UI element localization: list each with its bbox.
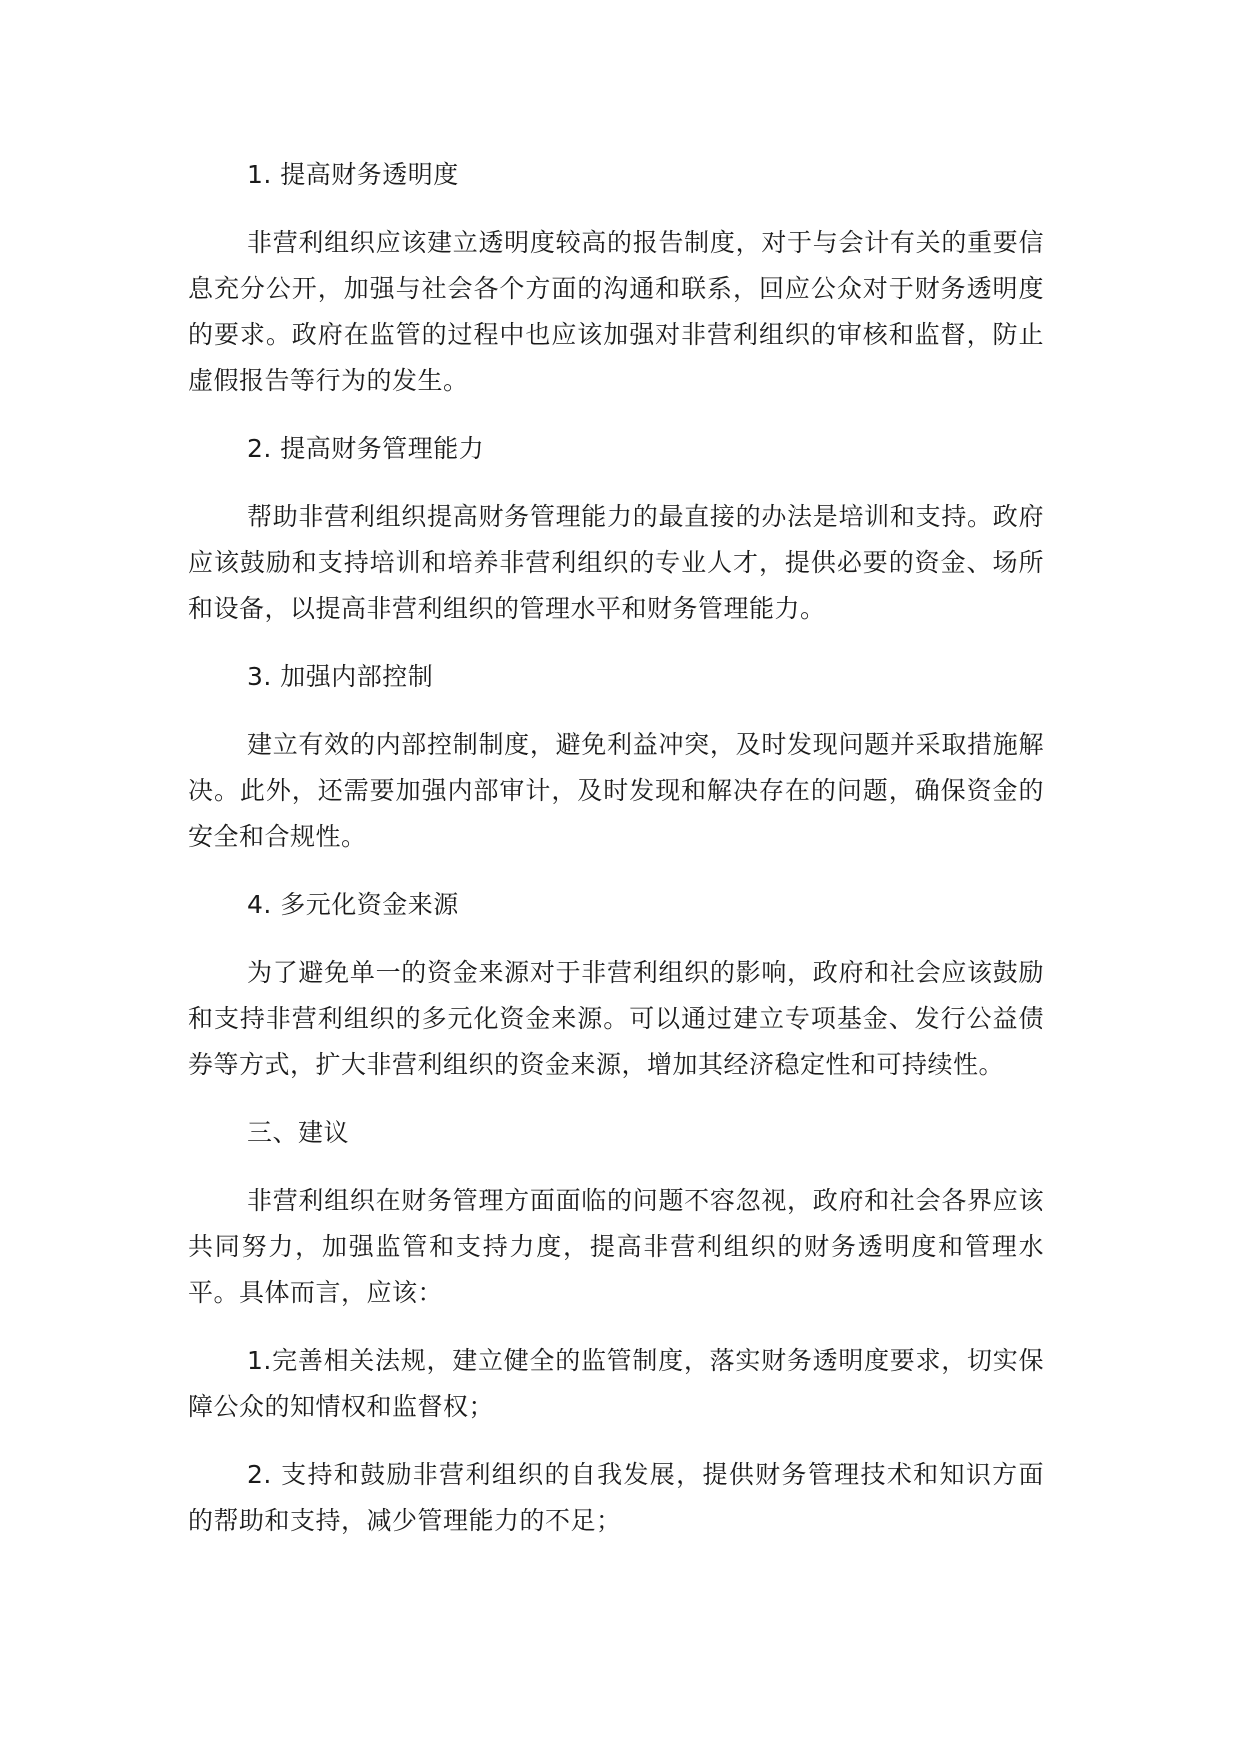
paragraph-recommendations-intro: 非营利组织在财务管理方面面临的问题不容忽视，政府和社会各界应该共同努力，加强监管和支持力度，提高非营利组织的财务透明度和管理水平。具体而言，应该：	[188, 1186, 1044, 1307]
list-item-recommendation-1: 1.完善相关法规，建立健全的监管制度，落实财务透明度要求，切实保障公众的知情权和监督权；	[188, 1346, 1044, 1421]
paragraph-diversified-funding: 为了避免单一的资金来源对于非营利组织的影响，政府和社会应该鼓励和支持非营利组织的多元化资金来源。可以通过建立专项基金、发行公益债券等方式，扩大非营利组织的资金来源，增加其经济稳定性和可持续性。	[188, 958, 1044, 1079]
list-item-recommendation-2: 2. 支持和鼓励非营利组织的自我发展，提供财务管理技术和知识方面的帮助和支持，减少管理能力的不足；	[188, 1460, 1044, 1535]
paragraph-internal-control: 建立有效的内部控制制度，避免利益冲突，及时发现问题并采取措施解决。此外，还需要加强内部审计，及时发现和解决存在的问题，确保资金的安全和合规性。	[188, 730, 1044, 851]
section-heading-management-capability: 2. 提高财务管理能力	[247, 434, 485, 463]
section-heading-diversified-funding: 4. 多元化资金来源	[247, 890, 459, 919]
document-body	[188, 152, 1044, 1566]
paragraph-financial-transparency: 非营利组织应该建立透明度较高的报告制度，对于与会计有关的重要信息充分公开，加强与社会各个方面的沟通和联系，回应公众对于财务透明度的要求。政府在监管的过程中也应该加强对非营利组织的审核和监督，防止虚假报告等行为的发生。	[188, 228, 1044, 395]
section-heading-financial-transparency: 1. 提高财务透明度	[247, 160, 459, 189]
paragraph-management-capability: 帮助非营利组织提高财务管理能力的最直接的办法是培训和支持。政府应该鼓励和支持培训和培养非营利组织的专业人才，提供必要的资金、场所和设备，以提高非营利组织的管理水平和财务管理能力。	[188, 502, 1044, 623]
section-heading-internal-control: 3. 加强内部控制	[247, 662, 434, 691]
section-heading-recommendations: 三、建议	[247, 1118, 350, 1147]
